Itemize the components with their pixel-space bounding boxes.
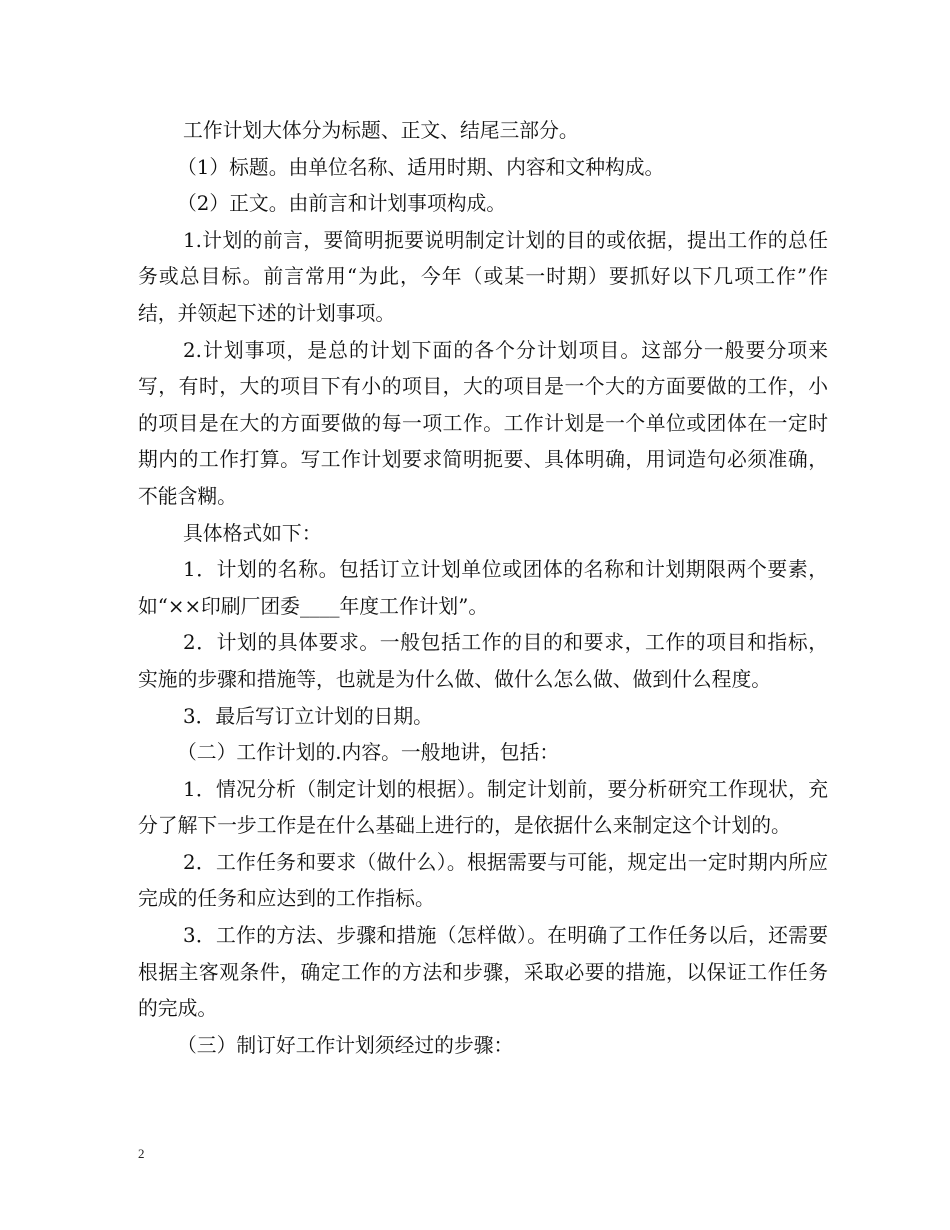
- paragraph-preface: 1.计划的前言，要简明扼要说明制定计划的目的或依据，提出工作的总任务或总目标。前言常用“为此，今年（或某一时期）要抓好以下几项工作”作结，并领起下述的计划事项。: [138, 228, 828, 325]
- paragraph-content-analysis: 1．情况分析（制定计划的根据）。制定计划前，要分析研究工作现状，充分了解下一步工作是在什么基础上进行的，是依据什么来制定这个计划的。: [138, 777, 828, 838]
- document-body: [138, 113, 828, 1064]
- paragraph-format-name: 1．计划的名称。包括订立计划单位或团体的名称和计划期限两个要素，如“××印刷厂团委____年度工作计划”。: [138, 558, 828, 618]
- paragraph-plan-items: 2.计划事项，是总的计划下面的各个分计划项目。这部分一般要分项来写，有时，大的项目下有小的项目，大的项目是一个大的方面要做的工作，小的项目是在大的方面要做的每一项工作。工作计划是一个单位或团体在一定时期内的工作打算。写工作计划要求简明扼要、具体明确，用词造句必须准确，不能含糊。: [138, 338, 828, 508]
- paragraph-format-heading: 具体格式如下：: [183, 521, 322, 545]
- paragraph-steps-heading: （三）制订好工作计划须经过的步骤：: [177, 1033, 514, 1057]
- paragraph-format-requirements: 2．计划的具体要求。一般包括工作的目的和要求，工作的项目和指标，实施的步骤和措施等，也就是为什么做、做什么怎么做、做到什么程度。: [138, 631, 828, 691]
- paragraph-intro: 工作计划大体分为标题、正文、结尾三部分。: [183, 119, 579, 142]
- paragraph-content-tasks: 2．工作任务和要求（做什么）。根据需要与可能，规定出一定时期内所应完成的任务和应达到的工作指标。: [138, 850, 828, 911]
- paragraph-content-heading: （二）工作计划的.内容。一般地讲，包括：: [177, 741, 560, 765]
- paragraph-format-date: 3．最后写订立计划的日期。: [183, 704, 433, 728]
- paragraph-body-section: （2）正文。由前言和计划事项构成。: [177, 192, 507, 216]
- paragraph-content-methods: 3．工作的方法、步骤和措施（怎样做）。在明确了工作任务以后，还需要根据主客观条件，确定工作的方法和步骤，采取必要的措施，以保证工作任务的完成。: [138, 924, 828, 1021]
- paragraph-title-section: （1）标题。由单位名称、适用时期、内容和文种构成。: [177, 155, 665, 179]
- page-number: 2: [138, 1146, 145, 1161]
